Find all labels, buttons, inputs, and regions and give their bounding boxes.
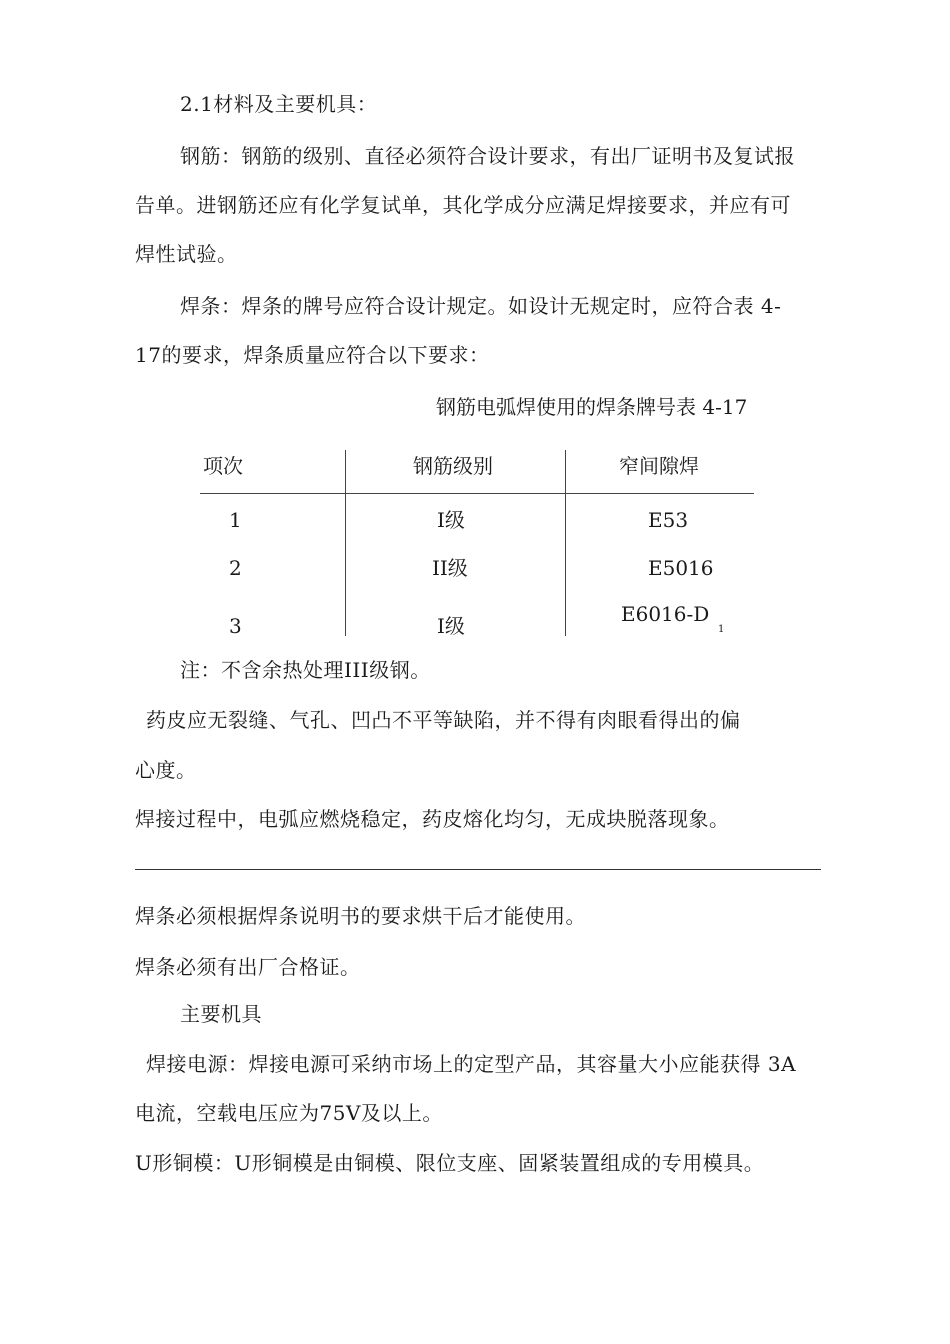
table-header-grade: 钢筋级别	[413, 454, 493, 478]
table-note: 注：不含余热处理III级钢。	[180, 658, 431, 682]
table-row-2-grade: II级	[432, 556, 468, 580]
electrode-paragraph-line-2: 17的要求，焊条质量应符合以下要求：	[135, 343, 490, 367]
requirement-line-5: 焊条必须有出厂合格证。	[135, 955, 361, 979]
table-row-1-electrode: E53	[648, 508, 689, 532]
table-row-3-electrode: E6016-D	[621, 602, 710, 626]
table-row-3-item: 3	[229, 614, 242, 638]
section-heading: 2.1材料及主要机具：	[180, 92, 378, 116]
requirement-line-3: 焊接过程中，电弧应燃烧稳定，药皮熔化均匀，无成块脱落现象。	[135, 807, 730, 831]
power-source-line-1: 焊接电源：焊接电源可采纳市场上的定型产品，其容量大小应能获得 3A	[146, 1052, 797, 1076]
table-row-1-item: 1	[229, 508, 242, 532]
tools-heading: 主要机具	[180, 1002, 262, 1026]
power-source-line-2: 电流，空载电压应为75V及以上。	[135, 1101, 443, 1125]
requirement-line-2: 心度。	[135, 758, 197, 782]
table-header-divider	[200, 493, 754, 494]
table-header-narrow-gap: 窄间隙焊	[619, 454, 699, 478]
rebar-paragraph-line-2: 告单。进钢筋还应有化学复试单，其化学成分应满足焊接要求，并应有可	[135, 193, 791, 217]
rebar-paragraph-line-1: 钢筋：钢筋的级别、直径必须符合设计要求，有出厂证明书及复试报	[180, 144, 795, 168]
requirement-line-4: 焊条必须根据焊条说明书的要求烘干后才能使用。	[135, 904, 586, 928]
table-caption: 钢筋电弧焊使用的焊条牌号表 4-17	[436, 395, 748, 419]
table-header-item: 项次	[203, 454, 243, 478]
table-row-3-grade: I级	[437, 614, 465, 638]
copper-mold-line: U形铜模：U形铜模是由铜模、限位支座、固紧装置组成的专用模具。	[135, 1151, 765, 1175]
footnote-mark: 1	[718, 624, 725, 635]
electrode-paragraph-line-1: 焊条：焊条的牌号应符合设计规定。如设计无规定时，应符合表 4-	[180, 294, 782, 318]
table-row-2-item: 2	[229, 556, 242, 580]
rebar-paragraph-line-3: 焊性试验。	[135, 242, 238, 266]
table-row-1-grade: I级	[437, 508, 465, 532]
table-column-divider-2	[565, 450, 566, 636]
page-divider	[135, 869, 821, 870]
requirement-line-1: 药皮应无裂缝、气孔、凹凸不平等缺陷，并不得有肉眼看得出的偏	[146, 708, 741, 732]
table-row-2-electrode: E5016	[648, 556, 714, 580]
table-column-divider-1	[345, 450, 346, 636]
